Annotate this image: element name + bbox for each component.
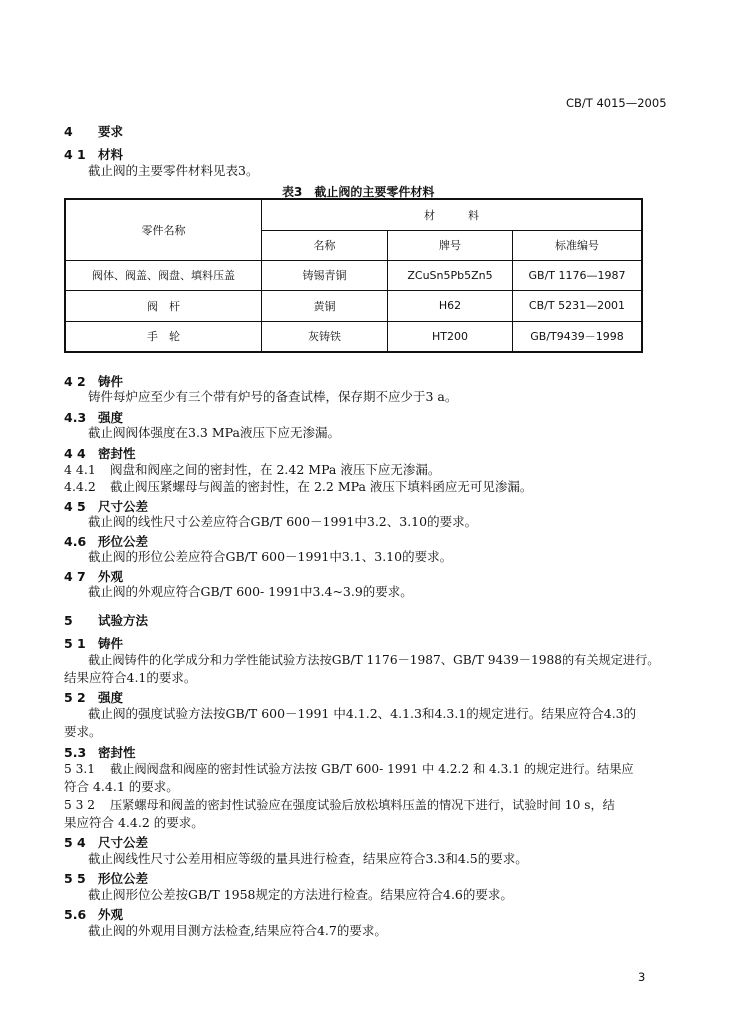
cell-part: 手 轮	[65, 321, 262, 352]
cell-part: 阀体、阀盖、阀盘、填料压盖	[65, 260, 262, 290]
cell-part: 阀 杆	[65, 290, 262, 321]
section-4-7-text: 截止阀的外观应符合GB/T 600- 1991中3.4~3.9的要求。	[88, 584, 413, 599]
table-row	[65, 260, 642, 290]
section-5-3-heading	[64, 743, 136, 761]
section-number: 5 4	[64, 835, 86, 850]
materials-table	[64, 198, 643, 353]
section-title: 外观	[98, 569, 124, 584]
cell-name: 灰铸铁	[262, 321, 388, 352]
section-title: 外观	[98, 907, 124, 922]
cell-grade: HT200	[388, 321, 513, 352]
section-number: 4 2	[64, 374, 86, 389]
section-4-1-text: 截止阀的主要零件材料见表3。	[88, 163, 259, 178]
page-number: 3	[638, 970, 646, 984]
section-number: 5.3	[64, 745, 87, 760]
header-standard: 标准编号	[513, 230, 643, 260]
table-caption: 表3 截止阀的主要零件材料	[282, 185, 435, 199]
section-4-2-text: 铸件每炉应至少有三个带有炉号的备查试棒，保存期不应少于3 a。	[88, 389, 458, 404]
paragraph-text: 截止阀压紧螺母与阀盖的密封性，在 2.2 MPa 液压下填料函应无可见渗漏。	[110, 479, 533, 494]
section-title: 铸件	[98, 636, 124, 651]
cell-grade: ZCuSn5Pb5Zn5	[388, 260, 513, 290]
section-5-5-heading	[64, 869, 148, 887]
section-4-heading	[64, 122, 123, 140]
section-5-3-1-line2: 符合 4.4.1 的要求。	[64, 779, 179, 794]
section-number: 5 3.1	[64, 762, 96, 776]
section-4-6-text: 截止阀的形位公差应符合GB/T 600－1991中3.1、3.10的要求。	[88, 549, 453, 564]
paragraph-text: 压紧螺母和阀盖的密封性试验应在强度试验后放松填料压盖的情况下进行，试验时间 10 s，结	[110, 798, 615, 812]
section-number: 4.3	[64, 410, 87, 425]
section-number: 5 1	[64, 636, 86, 651]
header-grade: 牌号	[388, 230, 513, 260]
section-title: 强度	[98, 410, 124, 425]
section-number: 4 7	[64, 569, 86, 584]
cell-name: 黄铜	[262, 290, 388, 321]
section-4-4-1	[64, 462, 440, 478]
header-part-name: 零件名称	[65, 199, 262, 260]
section-4-7-heading	[64, 567, 123, 585]
header-material-name: 名称	[262, 230, 388, 260]
section-5-2-text-line2: 要求。	[64, 724, 102, 739]
section-number: 5 2	[64, 690, 86, 705]
section-5-heading	[64, 611, 148, 629]
section-5-2-text-line1: 截止阀的强度试验方法按GB/T 600－1991 中4.1.2、4.1.3和4.3.1的规定进行。结果应符合4.3的	[88, 706, 637, 721]
section-number: 4.6	[64, 534, 87, 549]
section-5-1-heading	[64, 634, 123, 652]
section-4-3-text: 截止阀阀体强度在3.3 MPa液压下应无渗漏。	[88, 425, 340, 440]
section-title: 密封性	[98, 446, 136, 461]
section-5-2-heading	[64, 688, 123, 706]
section-title: 强度	[98, 690, 124, 705]
section-number: 5	[64, 613, 73, 628]
section-5-5-text: 截止阀形位公差按GB/T 1958规定的方法进行检查。结果应符合4.6的要求。	[88, 887, 513, 902]
paragraph-text: 阀盘和阀座之间的密封性，在 2.42 MPa 液压下应无渗漏。	[110, 462, 441, 477]
table-row	[65, 321, 642, 352]
header-material: 材 料	[262, 199, 643, 230]
section-number: 4 1	[64, 147, 86, 162]
section-title: 形位公差	[98, 534, 149, 549]
section-number: 4 4.1	[64, 462, 96, 477]
cell-grade: H62	[388, 290, 513, 321]
section-number: 4 5	[64, 499, 86, 514]
section-5-6-heading	[64, 905, 123, 923]
section-5-6-text: 截止阀的外观用目测方法检查,结果应符合4.7的要求。	[88, 923, 387, 938]
section-5-4-heading	[64, 833, 148, 851]
section-title: 要求	[98, 124, 124, 139]
section-number: 4.4.2	[64, 479, 96, 494]
section-5-3-2-line2: 果应符合 4.4.2 的要求。	[64, 815, 204, 830]
section-5-3-2-line1	[64, 797, 615, 813]
section-title: 密封性	[98, 745, 136, 760]
section-4-5-text: 截止阀的线性尺寸公差应符合GB/T 600－1991中3.2、3.10的要求。	[88, 514, 478, 529]
standard-code: CB/T 4015—2005	[566, 96, 667, 110]
section-4-4-heading	[64, 444, 136, 462]
section-number: 4	[64, 124, 73, 139]
section-4-3-heading	[64, 408, 123, 426]
section-4-5-heading	[64, 497, 148, 515]
section-4-6-heading	[64, 532, 148, 550]
section-title: 形位公差	[98, 871, 149, 886]
section-title: 铸件	[98, 374, 124, 389]
cell-standard: GB/T9439－1998	[513, 321, 643, 352]
section-title: 尺寸公差	[98, 499, 149, 514]
cell-standard: CB/T 5231—2001	[513, 290, 643, 321]
cell-name: 铸锡青铜	[262, 260, 388, 290]
cell-standard: GB/T 1176—1987	[513, 260, 643, 290]
section-5-3-1-line1	[64, 761, 634, 777]
section-title: 尺寸公差	[98, 835, 149, 850]
section-title: 试验方法	[98, 613, 149, 628]
section-4-2-heading	[64, 372, 123, 390]
section-5-1-text-line2: 结果应符合4.1的要求。	[64, 670, 197, 685]
section-number: 4 4	[64, 446, 86, 461]
section-4-1-heading	[64, 145, 123, 163]
section-number: 5 3 2	[64, 798, 96, 812]
section-number: 5.6	[64, 907, 87, 922]
section-4-4-2	[64, 479, 532, 495]
section-title: 材料	[98, 147, 124, 162]
section-5-1-text-line1: 截止阀铸件的化学成分和力学性能试验方法按GB/T 1176－1987、GB/T 9439－1988的有关规定进行。	[88, 653, 660, 667]
paragraph-text: 截止阀阀盘和阀座的密封性试验方法按 GB/T 600- 1991 中 4.2.2 和 4.3.1 的规定进行。结果应	[110, 762, 634, 776]
table-row	[65, 290, 642, 321]
section-5-4-text: 截止阀线性尺寸公差用相应等级的量具进行检查，结果应符合3.3和4.5的要求。	[88, 851, 528, 866]
section-number: 5 5	[64, 871, 86, 886]
